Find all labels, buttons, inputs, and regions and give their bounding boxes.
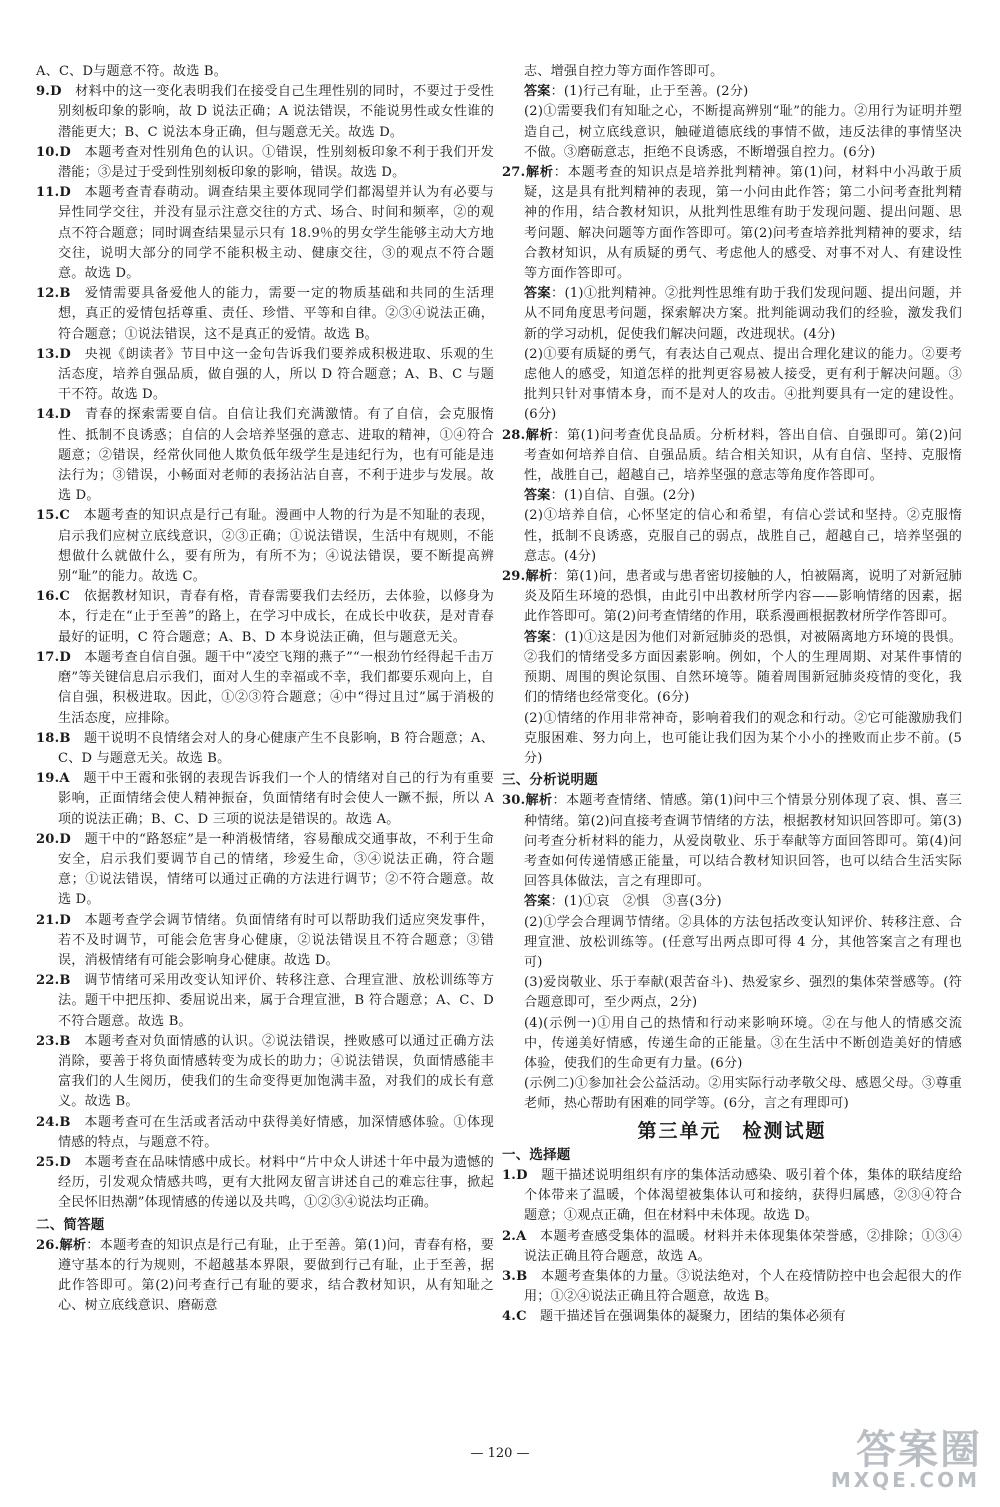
answer-item bbox=[36, 971, 494, 1032]
answer-letter: B bbox=[59, 973, 71, 989]
answer-item bbox=[36, 1153, 494, 1214]
item-text: (1)①批判精神。②批判性思维有助于我们发现问题、提出问题，并从不同角度思考问题，探索解决方案。批判能调动我们的经验，激发我们新的学习动机，促使我们解决问题，改进现状。(4分) bbox=[524, 286, 963, 342]
label: 解析 bbox=[59, 1237, 87, 1253]
item-text: 本题考查感受集体的温暖。材料并未体现集体荣誉感，②排除；①③④说法正确且符合题意，故选 A。 bbox=[524, 1228, 962, 1264]
answer-paragraph bbox=[502, 102, 962, 163]
item-number: 11. bbox=[36, 185, 60, 201]
answer-letter: C bbox=[516, 1309, 527, 1325]
item-text: 青春的探索需要自信。自信让我们充满激情。有了自信，会克服惰性、抵制不良诱惑；自信的人会培养坚强的意志、进取的精神，①④符合题意；②错误，经常伙同他人欺负低年级学生是违纪行为，也有可能是违法行为；③错误，小畅面对老师的表扬沾沾自喜，不利于进步与发展。故选 D。 bbox=[58, 407, 494, 504]
answer-letter: D bbox=[59, 346, 71, 362]
item-text: 本题考查情绪、情感。第(1)问中三个情景分别体现了哀、惧、喜三种情绪。第(2)问直接考查调节情绪的方法，根据教材知识回答即可。第(3)问考查分析材料的能力，从爱岗敬业、乐于奉献等方面回答即可。第(4)问考查如何传递情感正能量，可以结合教材知识回答，也可以结合生活实际回答具体做法，言之有理即可。 bbox=[524, 793, 962, 890]
item-text: (示例二)①参加社会公益活动。②用实际行动孝敬父母、感恩父母。③尊重老师，热心帮助有困难的同学等。(6分，言之有理即可) bbox=[524, 1076, 962, 1112]
answer-paragraph bbox=[502, 913, 962, 974]
answer-item bbox=[36, 830, 494, 911]
item-number: 22. bbox=[36, 973, 60, 989]
answer-letter: C bbox=[59, 589, 71, 605]
item-text: 本题考查青春萌动。调查结果主要体现同学们都渴望并认为有必要与异性同学交往，并没有显示注意交往的方式、场合、时间和频率，②的观点不符合题意；同时调查结果显示只有 18.9％的男女学生能够主动大方地交往，说明大部分的同学不能积极主动、健康交往，③的观点不符合题意。故选 D。 bbox=[58, 185, 494, 282]
answer-letter: B bbox=[516, 1268, 528, 1284]
label: 解析 bbox=[525, 793, 553, 809]
item-text: 题干描述旨在强调集体的凝聚力，团结的集体必须有 bbox=[540, 1309, 846, 1325]
item-number: 19. bbox=[36, 771, 60, 787]
item-number: 30. bbox=[502, 793, 526, 809]
item-text: 依据教材知识，青春有格，青春需要我们去经历，去体验，以修身为本，行走在“止于至善”的路上，在学习中成长，在成长中收获，是对青春最好的证明，C 符合题意；A、B、D 本身说法正确，但与题意无关。 bbox=[58, 589, 494, 645]
item-text: 本题考查自信自强。题干中“凌空飞翔的燕子”“一根劲竹经得起千击万磨”等关键信息启示我们，面对人生的幸福或不幸，我们都要乐观向上，自信自强，积极进取。因此，①②③符合题意；④中“得过且过”属于消极的生活态度，应排除。 bbox=[58, 649, 494, 726]
answer-paragraph bbox=[502, 1014, 962, 1075]
item-number: 25. bbox=[36, 1154, 60, 1170]
answer-item bbox=[36, 405, 494, 506]
answer-paragraph: 答案：(1)行己有耻，止于至善。(2分) bbox=[524, 84, 749, 100]
item-number: 23. bbox=[36, 1033, 60, 1049]
answer-paragraph bbox=[502, 62, 962, 82]
answer-item bbox=[36, 143, 494, 183]
answer-letter: D bbox=[50, 84, 62, 100]
label: 答案 bbox=[524, 629, 552, 645]
answer-letter: D bbox=[59, 649, 71, 665]
item-text: 题干中的“路怒症”是一种消极情绪，容易酿成交通事故，不利于生命安全，启示我们要调节自己的情绪，珍爱生命，③④说法正确，符合题意；①说法错误，情绪可以通过正确的方法进行调节；②不符合题意。故选 D。 bbox=[58, 831, 494, 908]
answer-item bbox=[36, 183, 494, 284]
answer-paragraph bbox=[502, 709, 962, 770]
item-text: 本题考查对负面情感的认识。②说法错误，挫败感可以通过正确方法消除，要善于将负面情感转变为成长的助力；④说法错误，负面情感能丰富我们的人生阅历，使我们的生命变得更加饱满丰盈，对我们的成长有意义。故选 B。 bbox=[58, 1033, 494, 1110]
answer-item bbox=[502, 1267, 962, 1307]
left-column bbox=[36, 62, 494, 1317]
answer-paragraph bbox=[502, 345, 962, 426]
item-text: 题干说明不良情绪会对人的身心健康产生不良影响，B 符合题意；A、C、D 与题意无关。故选 B。 bbox=[58, 730, 494, 766]
watermark-logo bbox=[830, 1418, 986, 1494]
item-text: (2)①情绪的作用非常神奇，影响着我们的观念和行动。②它可能激励我们克服困难、努力向上，也可能让我们因为某个小小的挫败而止步不前。(5分) bbox=[524, 710, 962, 766]
label: 答案 bbox=[524, 286, 552, 302]
answer-item bbox=[502, 1307, 962, 1327]
item-number: 9. bbox=[36, 84, 51, 100]
answer-item bbox=[502, 1166, 962, 1227]
answer-item bbox=[36, 911, 494, 972]
item-text: (1)①这是因为他们对新冠肺炎的恐惧，对被隔离地方环境的畏惧。②我们的情绪受多方面因素影响。例如，个人的生理周期、对某件事情的预期、周围的舆论氛围、自然环境等。随着周围新冠肺炎疫情的变化，我们的情绪也经常变化。(6分) bbox=[524, 629, 963, 706]
item-text: (2)①培养自信，心怀坚定的信心和希望，有信心尝试和坚持。②克服惰性，抵制不良诱惑，克服自己的弱点，战胜自己，超越自己，培养坚强的意志。(4分) bbox=[524, 508, 962, 564]
item-text: (4)(示例一)①用自己的热情和行动来影响环境。②在与他人的情感交流中，传递美好情感，传递生命的正能量。③在生活中不断创造美好的情感体验，使我们的生命更有力量。(6分) bbox=[524, 1015, 962, 1071]
label: 答案 bbox=[524, 488, 551, 504]
item-number: 10. bbox=[36, 144, 60, 160]
item-text: A、C、D与题意不符。故选 B。 bbox=[36, 64, 227, 79]
label: 解析 bbox=[525, 165, 554, 181]
answer-letter: B bbox=[59, 1114, 71, 1130]
item-text: (2)①要有质疑的勇气，有表达自己观点、提出合理化建议的能力。②要考虑他人的感受，知道怎样的批判更容易被人接受，更有利于解决问题。③批判只针对事情本身，而不是对人的攻击。④批判要具有一定的建设性。(6分) bbox=[524, 346, 962, 423]
item-number: 24. bbox=[36, 1114, 60, 1130]
answer-item bbox=[36, 648, 494, 729]
answer-letter: A bbox=[59, 771, 70, 787]
item-text: (3)爱岗敬业、乐于奉献(艰苦奋斗)、热爱家乡、强烈的集体荣誉感等。(符合题意即可，至少两点，2分) bbox=[524, 975, 962, 1011]
answer-letter: D bbox=[59, 185, 71, 201]
item-text: (1)行己有耻，止于至善。(2分) bbox=[563, 84, 749, 100]
item-text: 题干中王霞和张钢的表现告诉我们一个人的情绪对自己的行为有重要影响，正面情绪会使人精神振奋，负面情绪有时会使人一蹶不振，所以 A 项的说法正确；B、C、D 三项的说法是错误的。故选 A。 bbox=[58, 771, 494, 827]
label: 答案 bbox=[524, 894, 551, 910]
label: 解析 bbox=[525, 427, 554, 443]
answer-item bbox=[36, 1113, 494, 1153]
item-text: 本题考查在品味情感中成长。材料中“片中众人讲述十年中最为遗憾的经历，引发观众情感共鸣，更有大批网友留言讲述自己的难忘往事，掀起全民怀旧热潮”体现情感的传递以及共鸣，①②③④说法均正确。 bbox=[58, 1154, 494, 1211]
item-number: 13. bbox=[36, 346, 60, 362]
answer-item bbox=[36, 769, 494, 830]
answer-item: 26.解析：本题考查的知识点是行己有耻，止于至善。第(1)问，青春有格，要遵守基本的行为规则，不超越基本界限，要做到行己有耻，止于至善，据此作答即可。第(2)问考查行己有耻的要求，结合教材知识，从有知耻之心、树立底线意识、磨砺意 bbox=[36, 1237, 494, 1314]
item-text: 本题考查对性别角色的认识。①错误，性别刻板印象不利于我们开发潜能；③是过于受到性别刻板印象的影响，错误。故选 D。 bbox=[58, 144, 494, 181]
item-number: 4. bbox=[502, 1309, 517, 1325]
item-text: 调节情绪可采用改变认知评价、转移注意、合理宣泄、放松训练等方法。题干中把压抑、委屈说出来，属于合理宣泄，B 符合题意；A、C、D 不符合题意。故选 B。 bbox=[58, 973, 494, 1029]
answer-paragraph: 答案：(1)①哀 ②惧 ③喜(3分) bbox=[524, 894, 722, 910]
item-number: 3. bbox=[502, 1268, 517, 1284]
item-text: (2)①需要我们有知耻之心，不断提高辨别“耻”的能力。②用行为证明并塑造自己，树立底线意识，触碰道德底线的事情不做，违反法律的事情坚决不做。③磨砺意志，拒绝不良诱惑，不断增强自控力。(6分) bbox=[524, 104, 962, 160]
section-heading: 二、简答题 bbox=[36, 1216, 105, 1233]
item-text: (1)自信、自强。(2分) bbox=[563, 488, 696, 504]
item-number: 2. bbox=[502, 1228, 517, 1244]
answer-item bbox=[36, 284, 494, 345]
answer-paragraph bbox=[502, 1074, 962, 1114]
watermark-mark: 答案圈 bbox=[856, 1427, 982, 1473]
item-text: (1)①哀 ②惧 ③喜(3分) bbox=[563, 894, 722, 910]
answer-item bbox=[36, 587, 494, 648]
item-number: 14. bbox=[36, 407, 60, 423]
section-heading: 一、选择题 bbox=[502, 1146, 571, 1163]
answer-letter: D bbox=[59, 144, 71, 160]
answer-letter: D bbox=[59, 407, 71, 423]
answer-paragraph: 答案：(1)①这是因为他们对新冠肺炎的恐惧，对被隔离地方环境的畏惧。②我们的情绪受多方面因素影响。例如，个人的生理周期、对某件事情的预期、周围的舆论氛围、自然环境等。随着周围新冠肺炎疫情的变化，我们的情绪也经常变化。(6分) bbox=[524, 629, 963, 706]
item-number: 12. bbox=[36, 286, 60, 302]
label: 答案 bbox=[524, 84, 551, 100]
answer-letter: B bbox=[59, 730, 71, 746]
item-text: 本题考查的知识点是行己有耻，止于至善。第(1)问，青春有格，要遵守基本的行为规则，不超越基本界限，要做到行己有耻，止于至善，据此作答即可。第(2)问考查行己有耻的要求，结合教材知识，从有知耻之心、树立底线意识、磨砺意 bbox=[58, 1237, 494, 1314]
item-text: 本题考查的知识点是培养批判精神。第(1)问，材料中小冯敢于质疑，这是具有批判精神的表现，第一小问由此作答；第二小问考查批判精神的作用，结合教材知识，从批判性思维有助于发现问题、提出问题、思考问题、解决问题等方面作答即可。第(2)问考查培养批判精神的要求，结合教材知识，从有质疑的勇气、考虑他人的感受、对事不对人、有建设性等方面作答即可。 bbox=[524, 165, 963, 282]
answer-item bbox=[502, 1227, 962, 1267]
item-text: 爱情需要具备爱他人的能力，需要一定的物质基础和共同的生活理想，真正的爱情包括尊重、责任、珍惜、平等和自律。②③④说法正确，符合题意；①说法错误，这不是真正的爱情。故选 B。 bbox=[58, 286, 494, 342]
item-text: (2)①学会合理调节情绪。②具体的方法包括改变认知评价、转移注意、合理宣泄、放松训练等。(任意写出两点即可得 4 分，其他答案言之有理也可) bbox=[524, 914, 962, 970]
section-heading: 三、分析说明题 bbox=[502, 772, 598, 789]
item-number: 15. bbox=[36, 508, 60, 524]
item-number: 18. bbox=[36, 730, 60, 746]
item-number: 1. bbox=[502, 1167, 517, 1183]
answer-item: 30.解析：本题考查情绪、情感。第(1)问中三个情景分别体现了哀、惧、喜三种情绪。第(2)问直接考查调节情绪的方法，根据教材知识回答即可。第(3)问考查分析材料的能力，从爱岗敬业、乐于奉献等方面回答即可。第(4)问考查如何传递情感正能量，可以结合教材知识回答，也可以结合生活实际回答具体做法，言之有理即可。 bbox=[502, 793, 962, 890]
answer-paragraph: 答案：(1)①批判精神。②批判性思维有助于我们发现问题、提出问题，并从不同角度思考问题，探索解决方案。批判能调动我们的经验，激发我们新的学习动机，促使我们解决问题，改进现状。(4分) bbox=[524, 286, 963, 342]
item-number: 28. bbox=[502, 427, 526, 443]
answer-letter: D bbox=[59, 912, 71, 928]
answer-letter: D bbox=[59, 1154, 71, 1170]
item-text: 第(1)问，患者或与患者密切接触的人，怕被隔离，说明了对新冠肺炎及陌生环境的恐惧，由此引中出教材所学内容——影响情绪的因素，据此作答即可。第(2)问考查情绪的作用，联系漫画根据教材所学作答即可。 bbox=[524, 569, 962, 625]
item-number: 29. bbox=[502, 569, 526, 585]
item-number: 26. bbox=[36, 1237, 60, 1253]
unit-title: 第三单元 检测试题 bbox=[637, 1119, 827, 1142]
answer-paragraph bbox=[502, 973, 962, 1013]
answer-letter: B bbox=[59, 286, 71, 302]
page-number: — 120 — bbox=[470, 1446, 530, 1461]
item-number: 27. bbox=[502, 165, 526, 181]
item-text: 题干描述说明组织有序的集体活动感染、吸引着个体，集体的联结度给个体带来了温暖，个体渴望被集体认可和接纳，获得归属感，②③④符合题意；①观点正确，但在材料中未体现。故选 D。 bbox=[524, 1167, 962, 1224]
item-number: 21. bbox=[36, 912, 60, 928]
answer-item bbox=[36, 506, 494, 587]
right-column bbox=[502, 62, 962, 1328]
item-text: 本题考查学会调节情绪。负面情绪有时可以帮助我们适应突发事件，若不及时调节，可能会危害身心健康，②说法错误且不符合题意；③错误，消极情绪有可能会影响身心健康。故选 D。 bbox=[58, 912, 494, 968]
answer-letter: A bbox=[516, 1228, 527, 1244]
answer-letter: D bbox=[59, 831, 71, 847]
answer-letter: B bbox=[59, 1033, 71, 1049]
item-text: 央视《朗读者》节目中这一金句告诉我们要养成积极进取、乐观的生活态度，培养自强品质，做自强的人，所以 D 符合题意；A、B、C 与题干不符。故选 D。 bbox=[58, 346, 494, 403]
item-number: 16. bbox=[36, 589, 60, 605]
answer-item bbox=[36, 82, 494, 143]
label: 解析 bbox=[525, 569, 553, 585]
item-text: 第(1)问考查优良品质。分析材料，答出自信、自强即可。第(2)问考查如何培养自信、自强品质。结合相关知识，从有自信、坚持、克服惰性，战胜自己，超越自己，培养坚强的意志等角度作答即可。 bbox=[524, 427, 963, 484]
answer-letter: D bbox=[516, 1167, 528, 1183]
answer-item bbox=[36, 729, 494, 769]
item-text: 材料中的这一变化表明我们在接受自己生理性别的同时，不要过于受性别刻板印象的影响，故 D 说法正确；A 说法错误，不能说男性或女性谁的潜能更大；B、C 说法本身正确，但与题意无关。故选 D。 bbox=[58, 84, 494, 140]
answer-item bbox=[36, 345, 494, 406]
answer-item: 27.解析：本题考查的知识点是培养批判精神。第(1)问，材料中小冯敢于质疑，这是具有批判精神的表现，第一小问由此作答；第二小问考查批判精神的作用，结合教材知识，从批判性思维有助于发现问题、提出问题、思考问题、解决问题等方面作答即可。第(2)问考查培养批判精神的要求，结合教材知识，从有质疑的勇气、考虑他人的感受、对事不对人、有建设性等方面作答即可。 bbox=[502, 165, 963, 282]
answer-item: 28.解析：第(1)问考查优良品质。分析材料，答出自信、自强即可。第(2)问考查如何培养自信、自强品质。结合相关知识，从有自信、坚持、克服惰性，战胜自己，超越自己，培养坚强的意志等角度作答即可。 bbox=[502, 427, 963, 484]
item-text: 本题考查可在生活或者活动中获得美好情感，加深情感体验。①体现情感的特点，与题意不符。 bbox=[58, 1114, 494, 1150]
item-text: 志、增强自控力等方面作答即可。 bbox=[524, 64, 724, 79]
answer-item bbox=[36, 1032, 494, 1113]
answer-paragraph bbox=[36, 62, 494, 82]
answer-paragraph: 答案：(1)自信、自强。(2分) bbox=[524, 488, 696, 504]
item-text: 本题考查的知识点是行己有耻。漫画中人物的行为是不知耻的表现，启示我们应树立底线意识，②③正确；①说法错误，生活中有规则，不能想做什么就做什么，要有所为，有所不为；④说法错误，要不断提高辨别“耻”的能力。故选 C。 bbox=[58, 508, 494, 585]
answer-item: 29.解析：第(1)问，患者或与患者密切接触的人，怕被隔离，说明了对新冠肺炎及陌生环境的恐惧，由此引中出教材所学内容——影响情绪的因素，据此作答即可。第(2)问考查情绪的作用，联系漫画根据教材所学作答即可。 bbox=[502, 569, 962, 625]
answer-letter: C bbox=[59, 508, 71, 524]
item-text: 本题考查集体的力量。③说法绝对，个人在疫情防控中也会起很大的作用；①②④说法正确且符合题意，故选 B。 bbox=[524, 1268, 962, 1305]
item-number: 17. bbox=[36, 649, 60, 665]
item-number: 20. bbox=[36, 831, 60, 847]
answer-paragraph bbox=[502, 506, 962, 567]
watermark-domain: MXQE.COM bbox=[830, 1468, 980, 1492]
